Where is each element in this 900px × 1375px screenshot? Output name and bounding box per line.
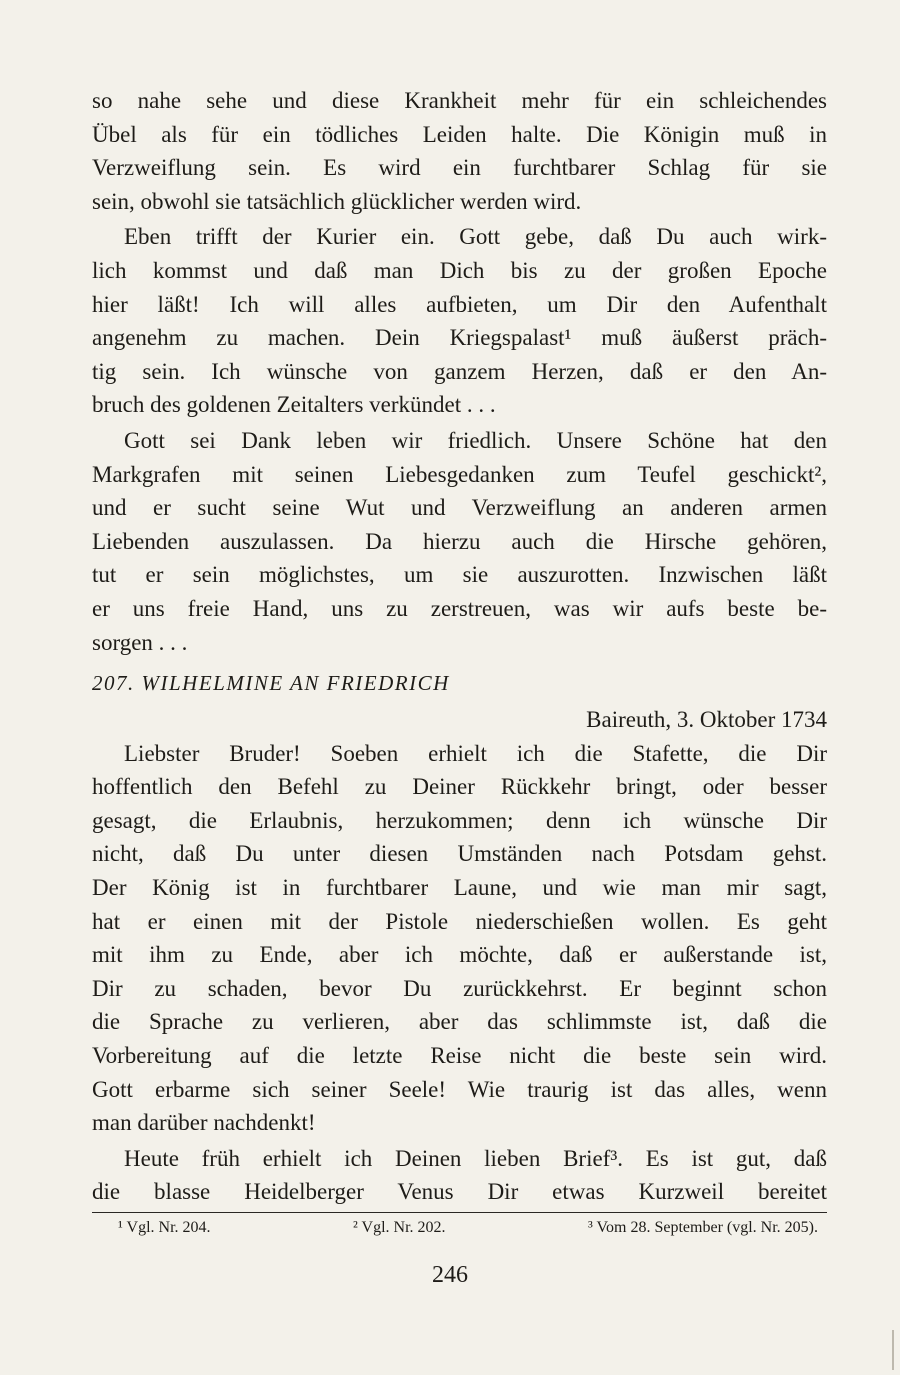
page-edge-mark [892,1330,894,1370]
footnote: ³ Vom 28. September (vgl. Nr. 205). [588,1219,818,1236]
text-line: Dir zu schaden, bevor Du zurückkehrst. Er beginnt schon [92,975,827,1001]
text-line: Markgrafen mit seinen Liebesgedanken zum Teufel geschickt², [92,461,827,487]
text-line: lich kommst und daß man Dich bis zu der großen Epoche [92,257,827,283]
page-number: 246 [432,1262,468,1288]
text-line: angenehm zu machen. Dein Kriegspalast¹ muß äußerst präch- [92,325,827,351]
paragraph [92,737,827,1140]
paragraph [92,424,827,659]
text-line: die blasse Heidelberger Venus Dir etwas Kurzweil bereitet [92,1179,827,1205]
text-line: mit ihm zu Ende, aber ich möchte, daß er außerstande ist, [92,942,827,968]
text-line: Heute früh erhielt ich Deinen lieben Brief³. Es ist gut, daß [124,1145,827,1171]
text-line: bruch des goldenen Zeitalters verkündet . . . [92,392,496,418]
text-line: tig sein. Ich wünsche von ganzem Herzen, daß er den An- [92,358,827,384]
text-line: Eben trifft der Kurier ein. Gott gebe, daß Du auch wirk- [124,224,827,250]
text-line: man darüber nachdenkt! [92,1110,316,1136]
text-line: Gott erbarme sich seiner Seele! Wie traurig ist das alles, wenn [92,1076,827,1102]
footnote-rule [92,1212,827,1213]
text-line: hier läßt! Ich will alles aufbieten, um Dir den Aufenthalt [92,291,827,317]
footnotes [118,1216,818,1240]
text-line: tut er sein möglichstes, um sie auszurotten. Inzwischen läßt [92,562,827,588]
text-line: nicht, daß Du unter diesen Umständen nach Potsdam gehst. [92,841,827,867]
text-line: Liebenden auszulassen. Da hierzu auch die Hirsche gehören, [92,528,827,554]
text-line: und er sucht seine Wut und Verzweiflung an anderen armen [92,495,827,521]
text-line: er uns freie Hand, uns zu zerstreuen, was wir aufs beste be- [92,595,827,621]
text-line: hoffentlich den Befehl zu Deiner Rückkehr bringt, oder besser [92,774,827,800]
text-line: Vorbereitung auf die letzte Reise nicht die beste sein wird. [92,1043,827,1069]
page-body [92,84,827,1209]
text-line: Verzweiflung sein. Es wird ein furchtbarer Schlag für sie [92,155,827,181]
text-line: Liebster Bruder! Soeben erhielt ich die Stafette, die Dir [124,740,827,766]
dateline: Baireuth, 3. Oktober 1734 [586,707,827,733]
text-line: so nahe sehe und diese Krankheit mehr für ein schleichendes [92,88,827,113]
text-line: sorgen . . . [92,629,188,655]
text-line: Übel als für ein tödliches Leiden halte. Die Königin muß in [92,121,827,147]
paragraph [92,84,827,218]
letter-heading: 207. WILHELMINE AN FRIEDRICH [92,671,450,696]
paragraph [92,220,827,422]
text-line: die Sprache zu verlieren, aber das schlimmste ist, daß die [92,1009,827,1035]
footnote: ² Vgl. Nr. 202. [353,1219,446,1236]
text-line: hat er einen mit der Pistole niederschießen wollen. Es geht [92,908,827,934]
text-line: sein, obwohl sie tatsächlich glücklicher werden wird. [92,188,582,214]
footnote: ¹ Vgl. Nr. 204. [118,1219,211,1236]
text-line: Gott sei Dank leben wir friedlich. Unsere Schöne hat den [124,427,827,453]
text-line: Der König ist in furchtbarer Laune, und wie man mir sagt, [92,875,827,901]
text-line: gesagt, die Erlaubnis, herzukommen; denn ich wünsche Dir [92,807,827,833]
paragraph [92,1142,827,1209]
